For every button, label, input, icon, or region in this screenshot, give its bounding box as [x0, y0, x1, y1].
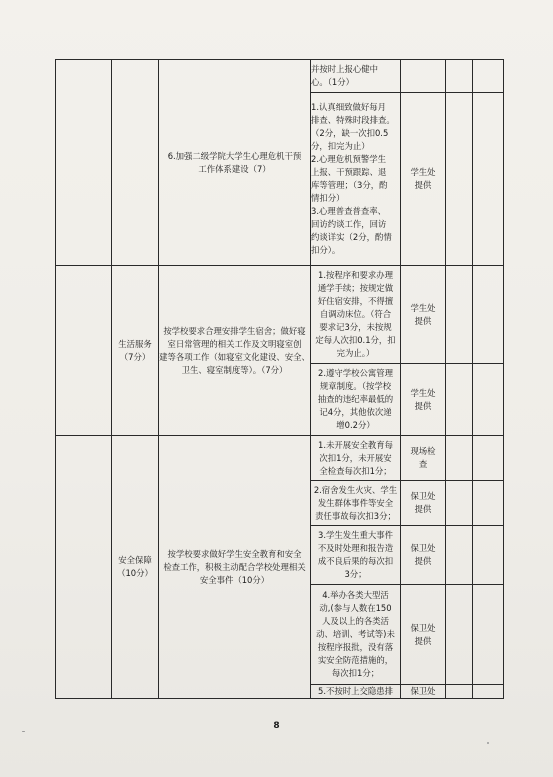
dept-line: 学生处	[410, 302, 436, 313]
requirement-line: 安全事件（10分）	[199, 574, 270, 585]
standard-line: 1.认真细致做好每月	[311, 102, 386, 112]
category-label: 安全保障	[118, 555, 152, 565]
requirement-cell	[159, 436, 311, 699]
dept-cell	[401, 526, 446, 585]
table-row	[56, 60, 504, 93]
dept-line: 保卫处	[410, 686, 436, 696]
dept-line: 提供	[414, 315, 432, 326]
standard-line: 通学手续；按规定做	[317, 283, 394, 293]
remark-cell	[473, 481, 504, 526]
standard-cell	[311, 364, 401, 436]
standard-line: 全检查每次扣1分；	[319, 465, 392, 476]
standard-line: 5.不按时上交隐患排	[318, 686, 393, 696]
scan-speck	[487, 742, 489, 744]
standard-line: 完为止。）	[336, 348, 375, 358]
evaluation-table	[55, 59, 504, 699]
remark-cell	[473, 436, 504, 481]
standard-line: 增0.2分）	[336, 420, 375, 430]
standard-line: 情扣分）	[311, 193, 345, 203]
requirement-line: 按学校要求合理安排学生宿舍；做好寝	[163, 325, 306, 336]
standard-line: 记4分，其他依次递	[319, 407, 392, 417]
dept-line: 学生处	[410, 387, 436, 398]
category-cell	[112, 266, 159, 436]
standard-line: 3.学生发生重大事件	[318, 530, 393, 540]
category-score: （10分）	[117, 568, 153, 578]
score-cell	[446, 685, 473, 699]
scan-speck	[22, 731, 25, 732]
standard-line: 心。（1分）	[311, 77, 355, 87]
standard-line: 动、培训、考试等)未	[316, 629, 395, 639]
dept-line: 提供	[414, 400, 432, 411]
dept-cell	[401, 60, 446, 93]
category-label: 生活服务	[118, 338, 152, 349]
blank-cell	[56, 60, 112, 266]
remark-cell	[473, 266, 504, 364]
dept-line: 保卫处	[410, 622, 436, 633]
blank-cell	[56, 266, 112, 436]
page-number: 8	[273, 721, 280, 731]
standard-line: 好住宿安排，不得擅	[317, 296, 394, 306]
standard-line: 按程序报批，没有落	[317, 642, 394, 652]
standard-cell	[311, 436, 401, 481]
standard-cell	[311, 93, 401, 266]
remark-cell	[473, 364, 504, 436]
standard-line: 回访约谈工作，回访	[311, 219, 387, 229]
requirement-line: 工作体系建设（7）	[198, 163, 271, 174]
score-cell	[446, 266, 473, 364]
standard-line: 3分；	[344, 569, 367, 579]
standard-line: 责任事故每次扣3分；	[315, 510, 396, 521]
requirement-line: 室日常管理的相关工作及文明寝室创	[167, 338, 302, 349]
standard-line: 并按时上报心健中	[311, 64, 378, 74]
standard-line: 规章制度。（按学校	[319, 381, 392, 391]
dept-cell	[401, 685, 446, 699]
standard-line: 库等管理；（3分，酌	[311, 180, 388, 190]
standard-cell	[311, 481, 401, 526]
dept-line: 提供	[414, 556, 432, 566]
remark-cell	[473, 93, 504, 266]
score-cell	[446, 436, 473, 481]
table-row	[56, 266, 504, 364]
standard-cell	[311, 60, 401, 93]
standard-line: 3.心理普查普查率、	[311, 206, 386, 216]
category-cell	[112, 436, 159, 699]
standard-line: 抽查的违纪率最低的	[317, 394, 394, 404]
table-row	[56, 436, 504, 481]
dept-cell	[401, 481, 446, 526]
category-score: （7分）	[119, 351, 151, 362]
standard-cell	[311, 526, 401, 585]
dept-cell	[401, 364, 446, 436]
standard-line: 实安全防范措施的，	[317, 655, 394, 665]
standard-line: 1.按程序和要求办理	[318, 270, 393, 280]
standard-line: （2分，缺一次扣0.5	[311, 128, 389, 138]
requirement-line: 卫生、寝室制度等）。（7分）	[181, 364, 288, 375]
standard-cell	[311, 266, 401, 364]
standard-line: 4.举办各类大型活	[322, 590, 389, 600]
dept-cell	[401, 266, 446, 364]
dept-line: 学生处	[410, 167, 436, 177]
dept-line: 保卫处	[410, 543, 436, 553]
standard-line: 成不良后果的每次扣	[317, 556, 394, 566]
standard-line: 2.宿舍发生火灾、学生	[313, 484, 398, 495]
standard-line: 扣分）。	[311, 245, 341, 255]
requirement-cell	[159, 60, 311, 266]
requirement-cell	[159, 266, 311, 436]
score-cell	[446, 481, 473, 526]
dept-line: 保卫处	[410, 491, 436, 501]
score-cell	[446, 526, 473, 585]
dept-line: 提供	[414, 504, 432, 514]
standard-line: 发生群体事件等安全	[317, 497, 394, 508]
category-cell	[112, 60, 159, 266]
standard-cell	[311, 585, 401, 685]
blank-cell	[56, 436, 112, 699]
dept-line: 提供	[414, 180, 432, 190]
dept-line: 提供	[414, 635, 432, 646]
requirement-line: 建等各项工作（如寝室文化建设、安全、	[159, 351, 310, 362]
standard-line: 人及以上的各类活	[322, 616, 389, 626]
standard-line: 次扣1分，未开展安	[319, 452, 392, 463]
dept-line: 查	[418, 459, 428, 469]
remark-cell	[473, 585, 504, 685]
requirement-line: 检查工作，积极主动配合学校处理相关	[163, 561, 306, 572]
standard-line: 每次扣1分；	[331, 668, 380, 678]
standard-line: 定每人次扣0.1分，扣	[315, 335, 396, 345]
remark-cell	[473, 685, 504, 699]
dept-line: 现场检	[410, 446, 436, 456]
standard-line: 2.心理危机预警学生	[311, 154, 386, 164]
dept-cell	[401, 585, 446, 685]
requirement-line: 按学校要求做好学生安全教育和安全	[167, 548, 302, 559]
standard-line: 1.未开展安全教育每	[318, 439, 393, 450]
standard-line: 不及时处理和报告造	[317, 543, 394, 553]
remark-cell	[473, 526, 504, 585]
standard-line: 排查、特殊时段排查。	[311, 115, 395, 125]
dept-cell	[401, 93, 446, 266]
remark-cell	[473, 60, 504, 93]
score-cell	[446, 93, 473, 266]
standard-line: 动,(参与人数在150	[319, 603, 392, 613]
standard-line: 自调动床位。（符合	[319, 309, 392, 319]
standard-line: 上报、干预跟踪、退	[311, 167, 387, 177]
standard-line: 约谈详实（2分，酌情	[311, 232, 392, 242]
dept-cell	[401, 436, 446, 481]
standard-line: 分，扣完为止）	[311, 141, 370, 151]
score-cell	[446, 364, 473, 436]
standard-line: 要求记3分，未按规	[319, 322, 392, 332]
standard-line: 2.遵守学校公寓管理	[318, 368, 393, 378]
standard-cell	[311, 685, 401, 699]
requirement-line: 6.加强二级学院大学生心理危机干预	[167, 150, 302, 161]
score-cell	[446, 60, 473, 93]
score-cell	[446, 585, 473, 685]
